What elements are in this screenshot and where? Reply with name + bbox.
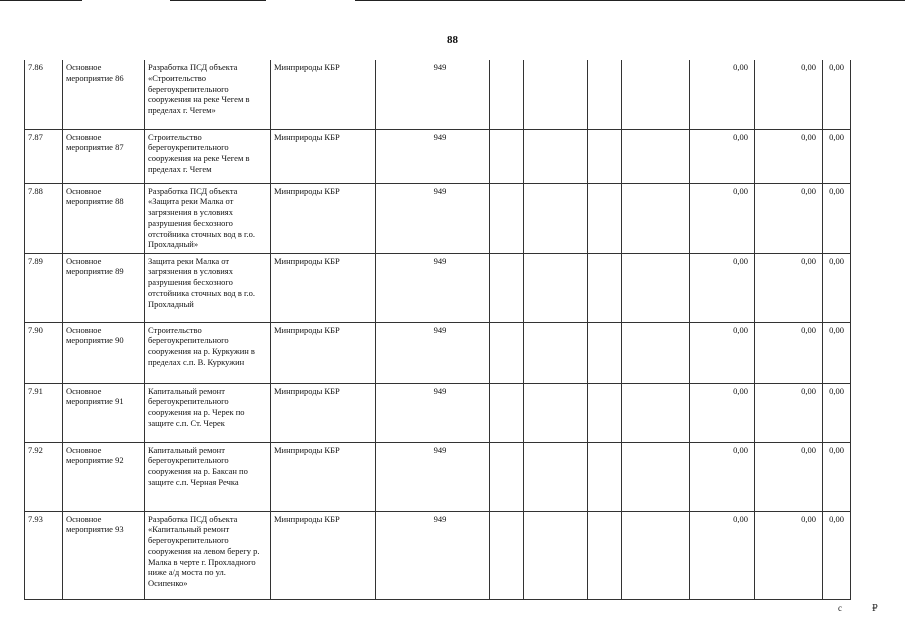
measures-table bbox=[24, 60, 851, 600]
cell-empty bbox=[622, 511, 690, 599]
cell-v3: 0,00 bbox=[823, 322, 851, 383]
cell-type: Основное мероприятие 93 bbox=[63, 511, 145, 599]
cell-empty bbox=[622, 129, 690, 183]
cell-code: 7.87 bbox=[25, 129, 63, 183]
cell-kbk: 949 bbox=[376, 253, 490, 322]
footer-mark-2: ₽ bbox=[872, 603, 878, 613]
cell-type: Основное мероприятие 86 bbox=[63, 60, 145, 129]
cell-code: 7.86 bbox=[25, 60, 63, 129]
cell-empty bbox=[490, 60, 524, 129]
cell-empty bbox=[588, 253, 622, 322]
cell-code: 7.89 bbox=[25, 253, 63, 322]
cell-kbk: 949 bbox=[376, 383, 490, 442]
cell-v2: 0,00 bbox=[755, 183, 823, 253]
table-body bbox=[25, 60, 851, 599]
cell-v3: 0,00 bbox=[823, 129, 851, 183]
cell-empty bbox=[524, 442, 588, 511]
cell-empty bbox=[490, 129, 524, 183]
cell-empty bbox=[524, 383, 588, 442]
table-row bbox=[25, 183, 851, 253]
cell-v3: 0,00 bbox=[823, 183, 851, 253]
cell-empty bbox=[622, 253, 690, 322]
cell-v2: 0,00 bbox=[755, 383, 823, 442]
cell-empty bbox=[490, 183, 524, 253]
table-row bbox=[25, 511, 851, 599]
cell-type: Основное мероприятие 89 bbox=[63, 253, 145, 322]
cell-empty bbox=[524, 322, 588, 383]
cell-empty bbox=[524, 511, 588, 599]
cell-empty bbox=[588, 511, 622, 599]
cell-v2: 0,00 bbox=[755, 60, 823, 129]
cell-type: Основное мероприятие 92 bbox=[63, 442, 145, 511]
cell-v1: 0,00 bbox=[690, 322, 755, 383]
cell-v1: 0,00 bbox=[690, 253, 755, 322]
cell-name: Разработка ПСД объекта «Капитальный ремонт берегоукрепительного сооружения на левом берегу р. Малка в черте г. Прохладного ниже а/д моста по ул. Осипенко» bbox=[145, 511, 271, 599]
cell-kbk: 949 bbox=[376, 322, 490, 383]
cell-name: Капитальный ремонт берегоукрепительного сооружения на р. Черек по защите с.п. Ст. Черек bbox=[145, 383, 271, 442]
cell-name: Строительство берегоукрепительного сооружения на р. Куркужин в пределах с.п. В. Куркужин bbox=[145, 322, 271, 383]
cell-empty bbox=[524, 253, 588, 322]
cell-executor: Минприроды КБР bbox=[271, 511, 376, 599]
top-rule-3 bbox=[355, 0, 905, 1]
cell-empty bbox=[588, 183, 622, 253]
cell-executor: Минприроды КБР bbox=[271, 129, 376, 183]
cell-type: Основное мероприятие 91 bbox=[63, 383, 145, 442]
cell-v3: 0,00 bbox=[823, 253, 851, 322]
cell-executor: Минприроды КБР bbox=[271, 322, 376, 383]
page-number: 88 bbox=[447, 34, 458, 46]
cell-empty bbox=[622, 322, 690, 383]
table-row bbox=[25, 442, 851, 511]
cell-executor: Минприроды КБР bbox=[271, 60, 376, 129]
cell-empty bbox=[622, 442, 690, 511]
cell-code: 7.90 bbox=[25, 322, 63, 383]
cell-empty bbox=[490, 253, 524, 322]
cell-type: Основное мероприятие 87 bbox=[63, 129, 145, 183]
table-row bbox=[25, 322, 851, 383]
cell-code: 7.91 bbox=[25, 383, 63, 442]
cell-empty bbox=[524, 60, 588, 129]
cell-executor: Минприроды КБР bbox=[271, 183, 376, 253]
cell-v1: 0,00 bbox=[690, 442, 755, 511]
cell-v2: 0,00 bbox=[755, 511, 823, 599]
cell-executor: Минприроды КБР bbox=[271, 442, 376, 511]
cell-empty bbox=[524, 129, 588, 183]
cell-kbk: 949 bbox=[376, 129, 490, 183]
cell-empty bbox=[588, 442, 622, 511]
cell-empty bbox=[588, 322, 622, 383]
cell-name: Строительство берегоукрепительного сооружения на реке Чегем в пределах г. Чегем bbox=[145, 129, 271, 183]
cell-v1: 0,00 bbox=[690, 129, 755, 183]
cell-empty bbox=[622, 383, 690, 442]
cell-name: Капитальный ремонт берегоукрепительного сооружения на р. Баксан по защите с.п. Черная Речка bbox=[145, 442, 271, 511]
cell-empty bbox=[622, 60, 690, 129]
cell-v1: 0,00 bbox=[690, 60, 755, 129]
cell-empty bbox=[490, 322, 524, 383]
cell-name: Разработка ПСД объекта «Строительство берегоукрепительного сооружения на реке Чегем в пределах г. Чегем» bbox=[145, 60, 271, 129]
cell-v2: 0,00 bbox=[755, 129, 823, 183]
cell-kbk: 949 bbox=[376, 511, 490, 599]
cell-code: 7.88 bbox=[25, 183, 63, 253]
cell-v1: 0,00 bbox=[690, 511, 755, 599]
cell-empty bbox=[524, 183, 588, 253]
cell-empty bbox=[622, 183, 690, 253]
cell-name: Защита реки Малка от загрязнения в условиях разрушения бесхозного отстойника сточных вод в г.о. Прохладный bbox=[145, 253, 271, 322]
cell-v3: 0,00 bbox=[823, 383, 851, 442]
cell-executor: Минприроды КБР bbox=[271, 383, 376, 442]
cell-v2: 0,00 bbox=[755, 322, 823, 383]
cell-code: 7.92 bbox=[25, 442, 63, 511]
cell-code: 7.93 bbox=[25, 511, 63, 599]
cell-empty bbox=[490, 442, 524, 511]
cell-empty bbox=[588, 60, 622, 129]
table-row bbox=[25, 383, 851, 442]
cell-v3: 0,00 bbox=[823, 511, 851, 599]
cell-kbk: 949 bbox=[376, 183, 490, 253]
cell-kbk: 949 bbox=[376, 442, 490, 511]
cell-executor: Минприроды КБР bbox=[271, 253, 376, 322]
cell-type: Основное мероприятие 88 bbox=[63, 183, 145, 253]
cell-v1: 0,00 bbox=[690, 383, 755, 442]
cell-kbk: 949 bbox=[376, 60, 490, 129]
cell-v2: 0,00 bbox=[755, 253, 823, 322]
table-row bbox=[25, 253, 851, 322]
cell-empty bbox=[588, 129, 622, 183]
table-row bbox=[25, 60, 851, 129]
footer-mark-1: с bbox=[838, 603, 842, 613]
cell-v1: 0,00 bbox=[690, 183, 755, 253]
cell-type: Основное мероприятие 90 bbox=[63, 322, 145, 383]
cell-v3: 0,00 bbox=[823, 60, 851, 129]
cell-empty bbox=[490, 511, 524, 599]
cell-v3: 0,00 bbox=[823, 442, 851, 511]
cell-empty bbox=[588, 383, 622, 442]
cell-empty bbox=[490, 383, 524, 442]
cell-name: Разработка ПСД объекта «Защита реки Малка от загрязнения в условиях разрушения бесхозного отстойника сточных вод в г.о. Прохладный» bbox=[145, 183, 271, 253]
top-rule-1 bbox=[0, 0, 82, 1]
table-row bbox=[25, 129, 851, 183]
cell-v2: 0,00 bbox=[755, 442, 823, 511]
top-rule-2 bbox=[170, 0, 266, 1]
